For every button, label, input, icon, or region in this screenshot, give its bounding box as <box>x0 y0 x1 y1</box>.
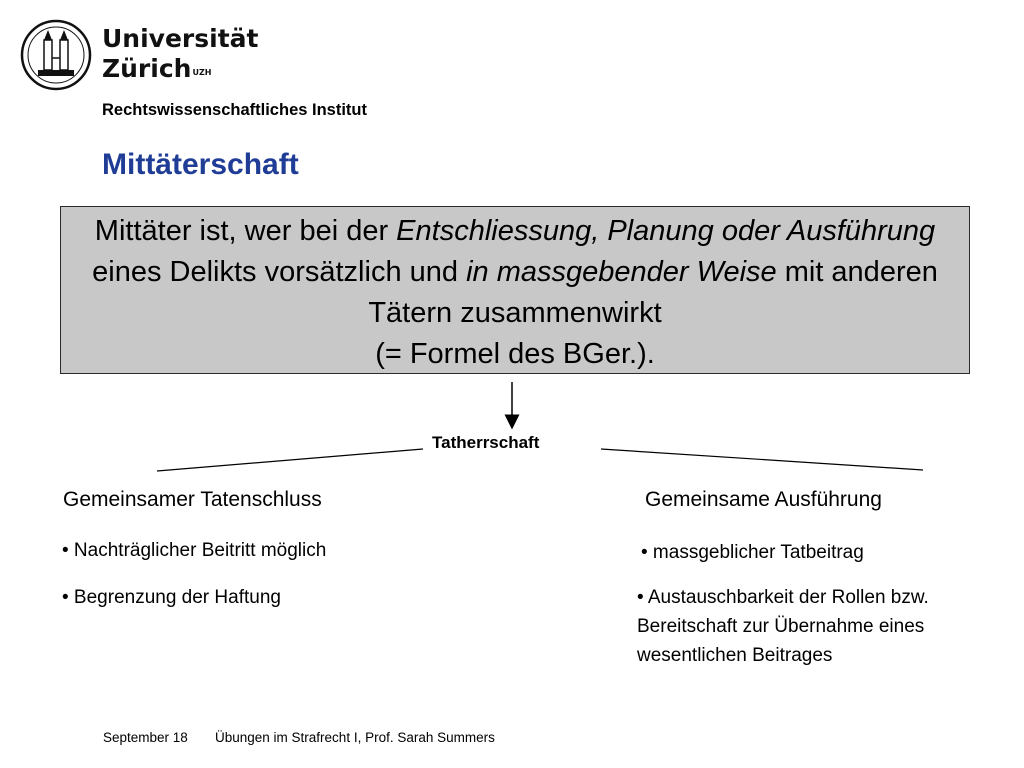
university-seal-logo <box>20 18 92 92</box>
left-column-title: Gemeinsamer Tatenschluss <box>63 488 322 511</box>
definition-text-3: mit anderen Tätern zusammenwirkt <box>368 256 938 329</box>
logo-line-2: Zürich$^{UZH}$ <box>102 54 212 83</box>
definition-formula: (= Formel des BGer.). <box>375 338 655 370</box>
right-column-title: Gemeinsame Ausführung <box>645 488 882 511</box>
right-bullet-2: • Austauschbarkeit der Rollen bzw. Bereitschaft zur Übernahme eines wesentlichen Beitrages <box>637 587 929 666</box>
right-bullet-1: • massgeblicher Tatbeitrag <box>641 542 864 563</box>
connector-lines <box>0 380 1024 480</box>
institute-name: Rechtswissenschaftliches Institut <box>102 101 367 119</box>
logo-superscript: UZH <box>192 68 212 77</box>
definition-text-2: eines Delikts vorsätzlich und <box>92 256 467 288</box>
slide-title: Mittäterschaft <box>102 148 299 181</box>
footer-date: September 18 <box>103 730 188 745</box>
left-branch-line <box>157 449 423 471</box>
definition-text-1: Mittäter ist, wer bei der <box>94 215 397 247</box>
logo-line-1: Universität <box>102 24 259 53</box>
center-label: Tatherrschaft <box>432 433 540 452</box>
footer-course: Übungen im Strafrecht I, Prof. Sarah Summers <box>215 730 495 745</box>
definition-italic-2: in massgebender Weise <box>466 256 777 288</box>
left-bullet-2: • Begrenzung der Haftung <box>62 587 281 608</box>
definition-box <box>60 206 970 374</box>
left-bullet-1: • Nachträglicher Beitritt möglich <box>62 540 327 561</box>
definition-italic-1: Entschliessung, Planung oder Ausführung <box>396 215 936 247</box>
right-branch-line <box>601 449 923 470</box>
university-logo-text <box>102 24 258 84</box>
